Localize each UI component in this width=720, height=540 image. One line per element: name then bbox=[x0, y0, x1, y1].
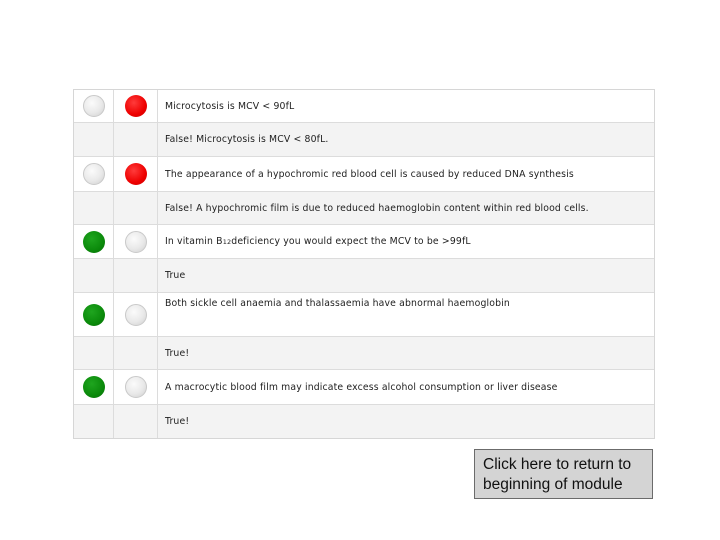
unselected-radio-icon[interactable] bbox=[125, 231, 147, 253]
option-cell-false[interactable] bbox=[114, 225, 158, 258]
empty-cell bbox=[114, 123, 158, 156]
quiz-statement-row bbox=[74, 292, 654, 336]
statement-text: Both sickle cell anaemia and thalassaemia have abnormal haemoglobin bbox=[165, 298, 510, 309]
unselected-radio-icon[interactable] bbox=[83, 95, 105, 117]
option-cell-true[interactable] bbox=[74, 157, 114, 191]
empty-cell bbox=[114, 259, 158, 292]
statement-text-part: In vitamin B bbox=[165, 236, 223, 247]
empty-cell bbox=[114, 405, 158, 438]
option-cell-true[interactable] bbox=[74, 90, 114, 122]
option-cell-false[interactable] bbox=[114, 370, 158, 404]
quiz-feedback-row bbox=[74, 336, 654, 369]
empty-cell bbox=[114, 337, 158, 369]
statement-text-part: deficiency you would expect the MCV to be >99fL bbox=[231, 236, 471, 247]
empty-cell bbox=[74, 192, 114, 224]
unselected-radio-icon[interactable] bbox=[125, 304, 147, 326]
option-cell-false[interactable] bbox=[114, 293, 158, 336]
option-cell-true[interactable] bbox=[74, 293, 114, 336]
correct-answer-icon[interactable] bbox=[83, 376, 105, 398]
quiz-feedback-row bbox=[74, 191, 654, 224]
quiz-statement-row bbox=[74, 156, 654, 191]
feedback-text: False! Microcytosis is MCV < 80fL. bbox=[165, 134, 329, 145]
option-cell-false[interactable] bbox=[114, 90, 158, 122]
feedback-text: True! bbox=[165, 347, 190, 359]
unselected-radio-icon[interactable] bbox=[83, 163, 105, 185]
incorrect-answer-icon[interactable] bbox=[125, 163, 147, 185]
empty-cell bbox=[74, 259, 114, 292]
feedback-text: False! A hypochromic film is due to reduced haemoglobin content within red blood cells. bbox=[165, 202, 589, 214]
subscript-12: 12 bbox=[222, 237, 232, 246]
empty-cell bbox=[114, 192, 158, 224]
option-cell-true[interactable] bbox=[74, 370, 114, 404]
statement-text: The appearance of a hypochromic red blood cell is caused by reduced DNA synthesis bbox=[165, 168, 574, 180]
correct-answer-icon[interactable] bbox=[83, 304, 105, 326]
unselected-radio-icon[interactable] bbox=[125, 376, 147, 398]
quiz-feedback-row bbox=[74, 258, 654, 292]
quiz-statement-row bbox=[74, 90, 654, 122]
feedback-text: True bbox=[165, 270, 186, 281]
quiz-feedback-row bbox=[74, 122, 654, 156]
empty-cell bbox=[74, 337, 114, 369]
quiz-statement-row bbox=[74, 224, 654, 258]
statement-text: A macrocytic blood film may indicate excess alcohol consumption or liver disease bbox=[165, 381, 558, 393]
return-to-beginning-button[interactable]: Click here to return to beginning of module bbox=[474, 449, 653, 499]
quiz-feedback-row bbox=[74, 404, 654, 438]
statement-text bbox=[158, 225, 654, 258]
empty-cell bbox=[74, 123, 114, 156]
option-cell-false[interactable] bbox=[114, 157, 158, 191]
incorrect-answer-icon[interactable] bbox=[125, 95, 147, 117]
option-cell-true[interactable] bbox=[74, 225, 114, 258]
empty-cell bbox=[74, 405, 114, 438]
quiz-statement-row bbox=[74, 369, 654, 404]
correct-answer-icon[interactable] bbox=[83, 231, 105, 253]
statement-text: Microcytosis is MCV < 90fL bbox=[165, 100, 295, 112]
quiz-table bbox=[73, 89, 655, 439]
feedback-text: True! bbox=[165, 416, 190, 427]
